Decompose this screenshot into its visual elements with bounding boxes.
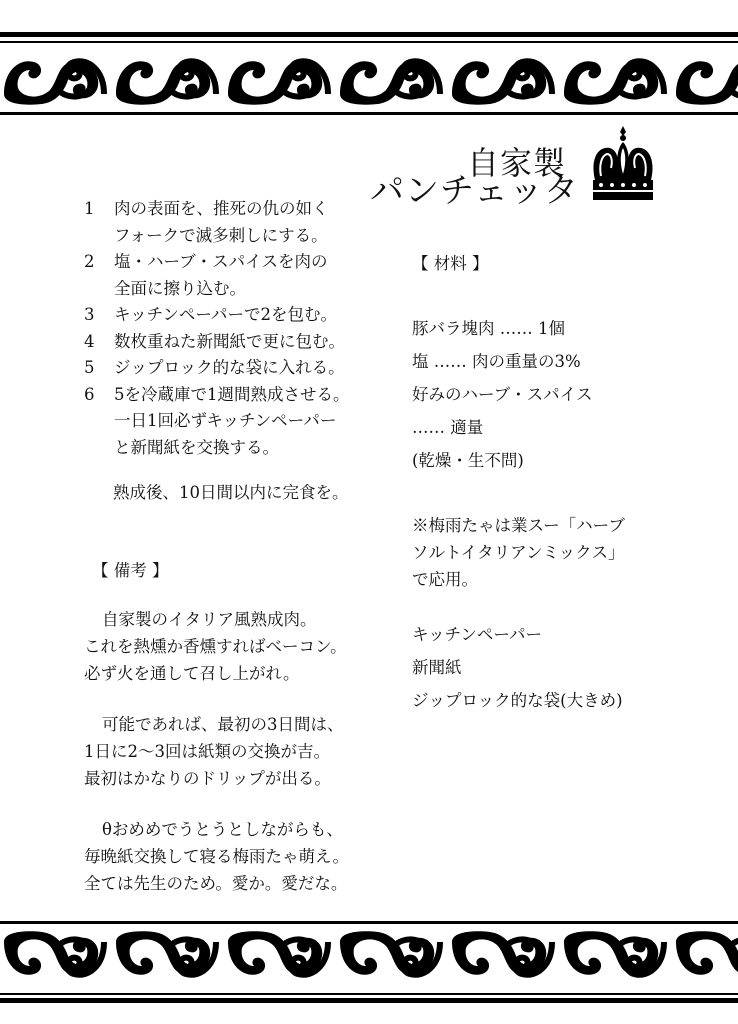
crown-icon (585, 124, 661, 204)
material-item: 豚バラ塊肉 …… 1個 (412, 319, 565, 338)
tools-list (412, 618, 623, 717)
notes-line: 可能であれば、最初の3日間は、 (102, 715, 344, 734)
notes-heading: 【 備考 】 (92, 561, 169, 580)
tool-item: 新聞紙 (412, 658, 462, 677)
materials-heading: 【 材料 】 (412, 254, 489, 273)
materials-note (412, 512, 625, 593)
step-number: 2 (84, 252, 95, 271)
notes-line: 最初はかなりのドリップが出る。 (84, 769, 331, 788)
step-item (84, 302, 384, 329)
step-item (84, 382, 384, 462)
step-number: 6 (84, 384, 95, 404)
step-text: 数枚重ねた新聞紙で更に包む。 (114, 331, 345, 351)
materials-list (412, 312, 593, 477)
step-item (84, 196, 384, 249)
step-text: 全面に擦り込む。 (114, 278, 246, 298)
materials-note-line: ソルトイタリアンミックス」 (412, 543, 625, 562)
notes-line: 1日に2〜3回は紙類の交換が吉。 (84, 742, 330, 761)
material-item: …… 適量 (412, 418, 484, 437)
step-text: キッチンペーパーで2を包む。 (114, 305, 338, 324)
notes-line: 自家製のイタリア風熟成肉。 (102, 610, 317, 629)
notes-paragraph (84, 606, 347, 687)
title-line-2: パンチェッタ (370, 171, 579, 211)
notes-line: これを熱燻か香燻すればベーコン。 (84, 637, 347, 656)
step-text: と新聞紙を交換する。 (114, 437, 279, 457)
finish-note: 熟成後、10日間以内に完食を。 (113, 483, 349, 502)
step-text: 肉の表面を、推死の仇の如く (114, 199, 329, 218)
step-number: 1 (84, 199, 95, 218)
step-number: 3 (84, 305, 95, 324)
step-text: 一日1回必ずキッチンペーパー (114, 411, 337, 430)
top-ornamental-border (0, 32, 738, 116)
step-text: 5を冷蔵庫で1週間熟成させる。 (114, 384, 350, 404)
materials-note-line: ※梅雨たゃは業スー「ハーブ (412, 516, 625, 535)
step-text: ジップロック的な袋に入れる。 (114, 358, 345, 377)
notes-line: 必ず火を通して召し上がれ。 (84, 664, 300, 683)
material-item: 塩 …… 肉の重量の3% (412, 352, 581, 371)
step-number: 4 (84, 331, 95, 351)
step-text: 塩・ハーブ・スパイスを肉の (114, 252, 328, 271)
instruction-steps (84, 196, 384, 461)
step-text: フォークで滅多刺しにする。 (114, 225, 328, 245)
tool-item: ジップロック的な袋(大きめ) (412, 691, 623, 710)
step-item (84, 355, 384, 382)
notes-line: θおめめでうとうとしながらも、 (102, 820, 343, 839)
materials-note-line: で応用。 (412, 570, 478, 589)
material-item: (乾燥・生不問) (412, 451, 524, 470)
bottom-ornamental-border (0, 920, 738, 1004)
step-number: 5 (84, 358, 95, 377)
tool-item: キッチンペーパー (412, 625, 543, 644)
notes-line: 毎晩紙交換して寝る梅雨たゃ萌え。 (84, 847, 349, 866)
step-item (84, 329, 384, 356)
title-line-1: 自家製 (467, 144, 567, 182)
notes-line: 全ては先生のため。愛か。愛だな。 (84, 874, 348, 893)
notes-paragraph (84, 711, 344, 792)
material-item: 好みのハーブ・スパイス (412, 385, 593, 404)
step-item (84, 249, 384, 302)
notes-paragraph (84, 816, 349, 897)
